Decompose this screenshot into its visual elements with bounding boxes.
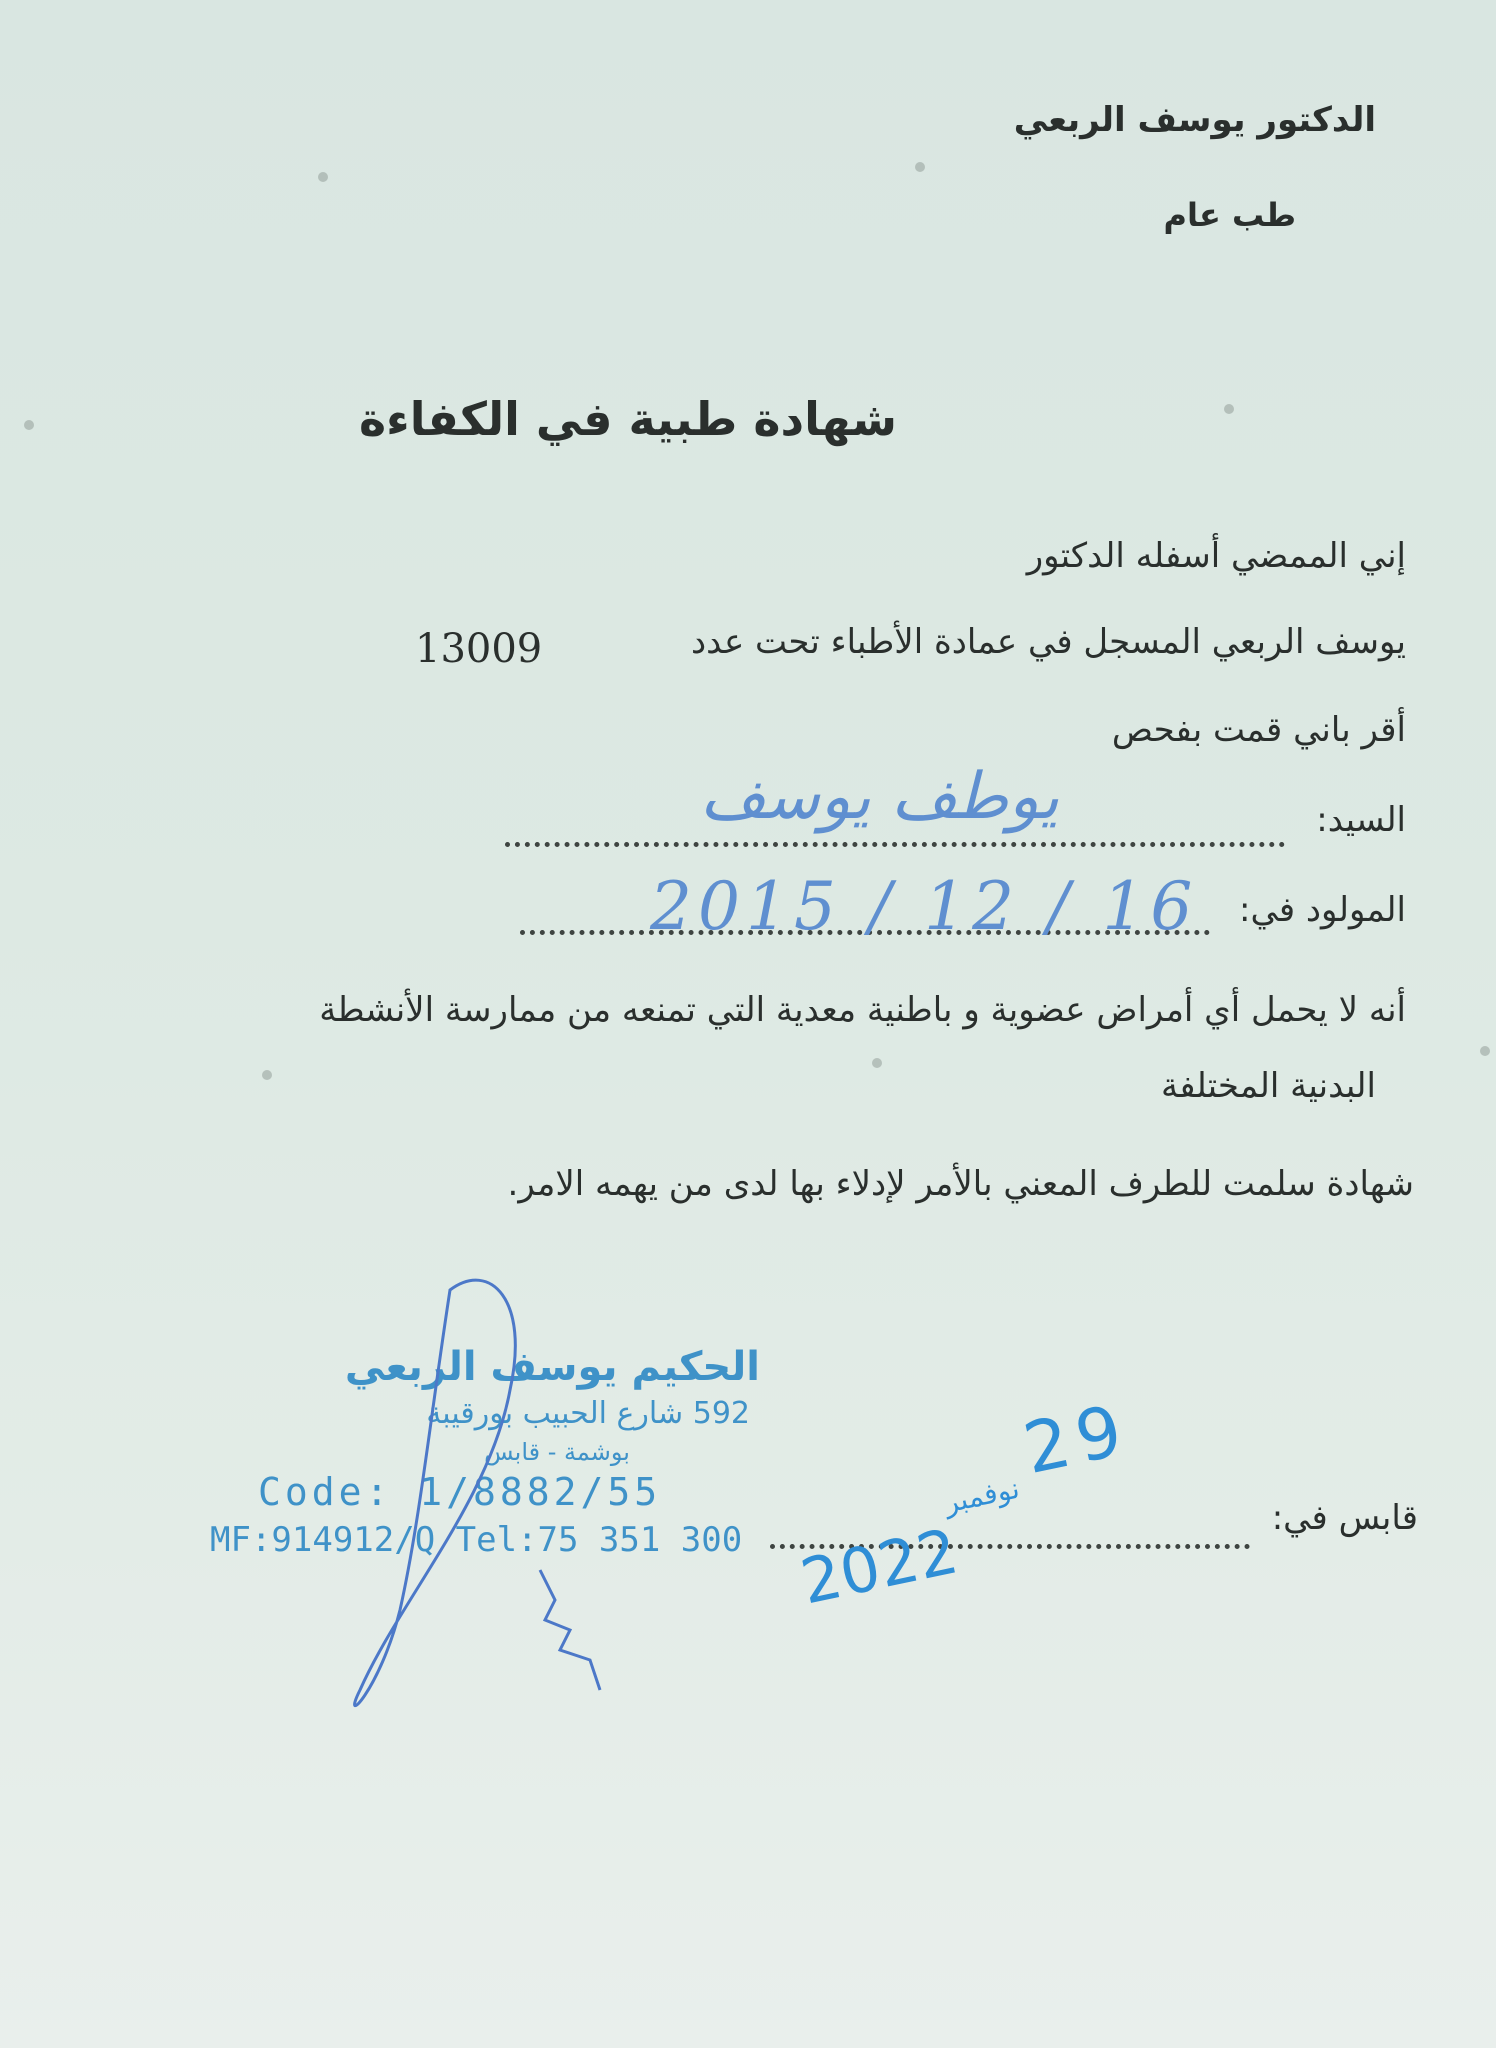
stamp-mf-tel: MF:914912/Q Tel:75 351 300: [210, 1520, 743, 1560]
date-stamp-year: 2022: [794, 1514, 965, 1619]
body-line-1: إني الممضي أسفله الدكتور: [1026, 536, 1406, 576]
paper-speck: [1480, 1046, 1490, 1056]
certificate-title: شهادة طبية في الكفاءة: [359, 392, 897, 446]
paper-speck: [318, 172, 328, 182]
paper-speck: [262, 1070, 272, 1080]
paper-speck: [872, 1058, 882, 1068]
body-line-8: شهادة سلمت للطرف المعني بالأمر لإدلاء بها لدى من يهمه الامر.: [507, 1164, 1414, 1204]
body-line-3: أقر باني قمت بفحص: [1111, 710, 1406, 750]
specialty-header: طب عام: [1163, 196, 1296, 234]
stamp-address-2: بوشمة - قابس: [484, 1438, 630, 1466]
stamp-address-1: 592 شارع الحبيب بورقيبة: [426, 1396, 750, 1431]
sayed-dotted-line: [505, 842, 1285, 847]
place-label: قابس في:: [1271, 1498, 1418, 1538]
handwritten-name: يوطف يوسف: [700, 760, 1060, 834]
stamp-name: الحكيم يوسف الربعي: [344, 1344, 760, 1390]
body-line-6: أنه لا يحمل أي أمراض عضوية و باطنية معدية التي تمنعه من ممارسة الأنشطة: [319, 990, 1406, 1030]
body-line-2: يوسف الربعي المسجل في عمادة الأطباء تحت عدد: [690, 622, 1406, 662]
date-stamp-month: نوفمبر: [941, 1471, 1023, 1520]
handwritten-birthdate: 2015 / 12 / 16: [650, 868, 1199, 945]
sayed-label: السيد:: [1316, 800, 1406, 840]
doctor-name-header: الدكتور يوسف الربعي: [1013, 100, 1376, 140]
body-line-7: البدنية المختلفة: [1160, 1066, 1376, 1106]
stamp-code: Code: 1/8882/55: [258, 1470, 662, 1514]
born-label: المولود في:: [1239, 890, 1406, 930]
date-stamp-day: 29: [1016, 1388, 1137, 1491]
signature: [340, 1270, 620, 1730]
registration-number: 13009: [415, 626, 543, 672]
paper-speck: [915, 162, 925, 172]
date-stamp: [763, 1385, 1172, 1640]
